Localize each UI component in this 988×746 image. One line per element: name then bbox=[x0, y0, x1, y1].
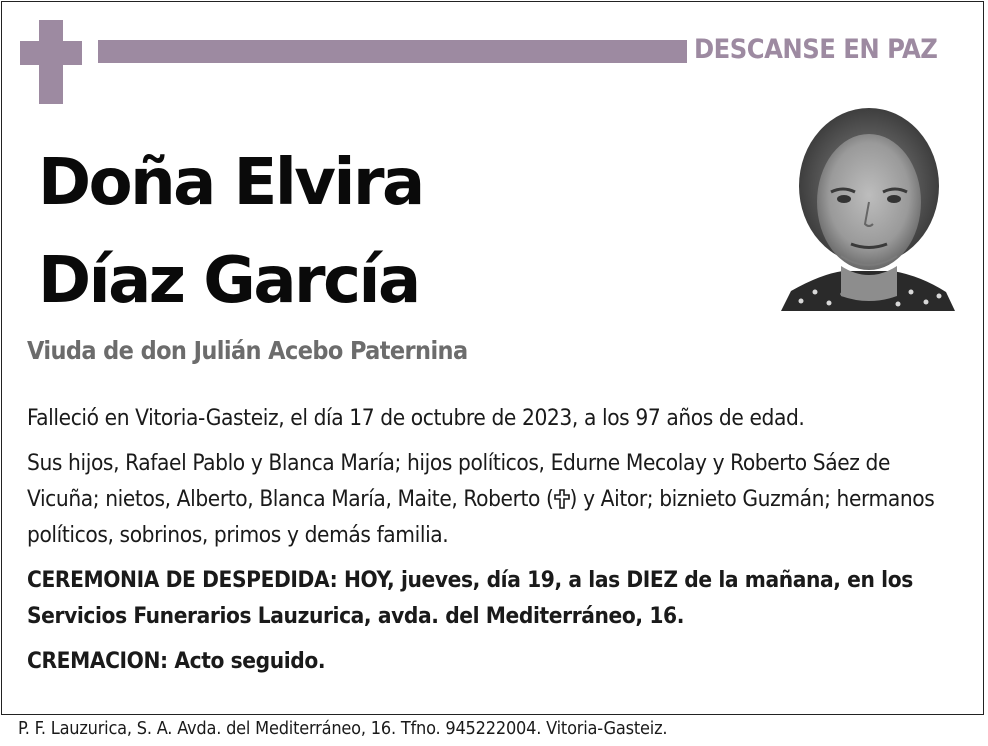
family-paragraph bbox=[27, 445, 967, 553]
obituary-body bbox=[27, 400, 967, 688]
funeral-home-footer: P. F. Lauzurica, S. A. Avda. del Mediterráneo, 16. Tfno. 945222004. Vitoria-Gasteiz. bbox=[18, 718, 668, 739]
family-text-part1: Sus hijos, Rafael Pablo y Blanca María; hijos políticos, Edurne Mecolay y Roberto Sáez de Vicuña; nietos, Alberto, Blanca María, Maite, Roberto ( bbox=[27, 450, 891, 512]
cremation-paragraph: CREMACION: Acto seguido. bbox=[27, 648, 326, 674]
latin-cross-icon bbox=[20, 20, 82, 104]
header-bar bbox=[98, 40, 687, 63]
latin-cross-icon bbox=[554, 489, 570, 509]
deceased-name-line2: Díaz García bbox=[38, 244, 419, 318]
deceased-name bbox=[38, 134, 758, 330]
obituary-frame bbox=[1, 1, 984, 715]
portrait-photo bbox=[781, 106, 955, 311]
widow-line: Viuda de don Julián Acebo Paternina bbox=[27, 336, 468, 365]
ceremony-paragraph: CEREMONIA DE DESPEDIDA: HOY, jueves, día 19, a las DIEZ de la mañana, en los Servicios Funerarios Lauzurica, avda. del Mediterráneo, 16. bbox=[27, 567, 913, 629]
deceased-name-line1: Doña Elvira bbox=[38, 146, 423, 220]
header-title: DESCANSE EN PAZ bbox=[694, 34, 938, 65]
family-text-part2: ) y Aitor; biznieto Guzmán; hermanos políticos, sobrinos, primos y demás familia. bbox=[27, 486, 935, 548]
death-line: Falleció en Vitoria-Gasteiz, el día 17 de octubre de 2023, a los 97 años de edad. bbox=[27, 405, 805, 431]
